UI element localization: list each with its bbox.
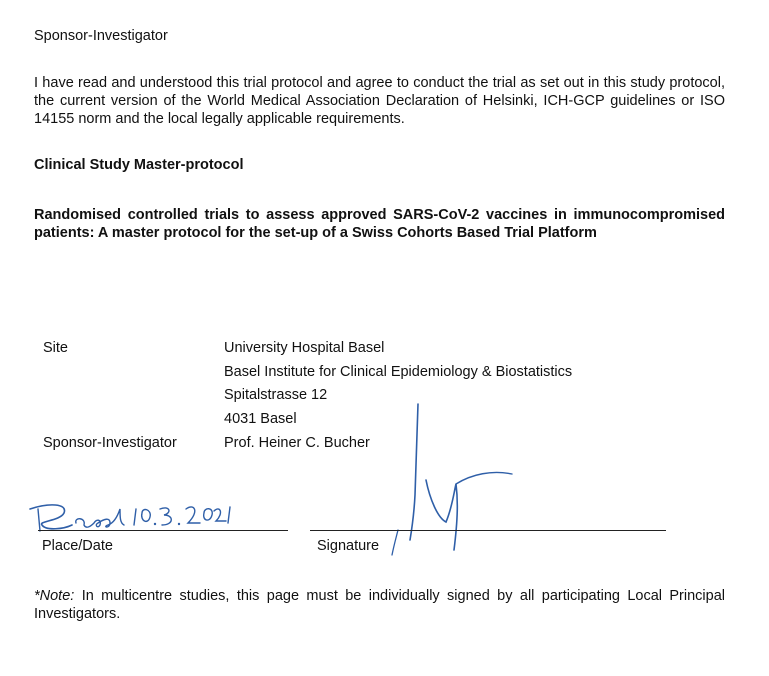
multicentre-note [34, 587, 725, 623]
signature-line [310, 530, 666, 531]
site-line-city: 4031 Basel [224, 411, 297, 427]
sponsor-label: Sponsor-Investigator [43, 435, 177, 451]
note-text: In multicentre studies, this page must be individually signed by all participating Local Principal Investigators. [34, 588, 725, 622]
section-heading: Sponsor-Investigator [34, 28, 168, 44]
site-line-institute: Basel Institute for Clinical Epidemiology & Biostatistics [224, 364, 573, 380]
study-title: Randomised controlled trials to assess approved SARS-CoV-2 vaccines in immunocompromised patients: A master protocol for the set-up of a Swiss Cohorts Based Trial Platform [34, 207, 725, 241]
note-prefix: *Note: [34, 588, 75, 604]
protocol-type: Clinical Study Master-protocol [34, 157, 244, 173]
investigator-statement: I have read and understood this trial protocol and agree to conduct the trial as set out in this study protocol, the current version of the World Medical Association Declaration of Helsinki, ICH-GCP guidelines or ISO 14155 norm and the local legally applicable requirements. [34, 75, 725, 127]
site-label: Site [43, 340, 68, 356]
place-date-label: Place/Date [42, 538, 113, 554]
signature-label: Signature [317, 538, 380, 554]
sponsor-name: Prof. Heiner C. Bucher [224, 435, 370, 451]
handwritten-signature [380, 400, 530, 560]
site-line-street: Spitalstrasse 12 [224, 387, 328, 403]
site-line-hospital: University Hospital Basel [224, 340, 385, 356]
place-date-line [38, 530, 288, 531]
